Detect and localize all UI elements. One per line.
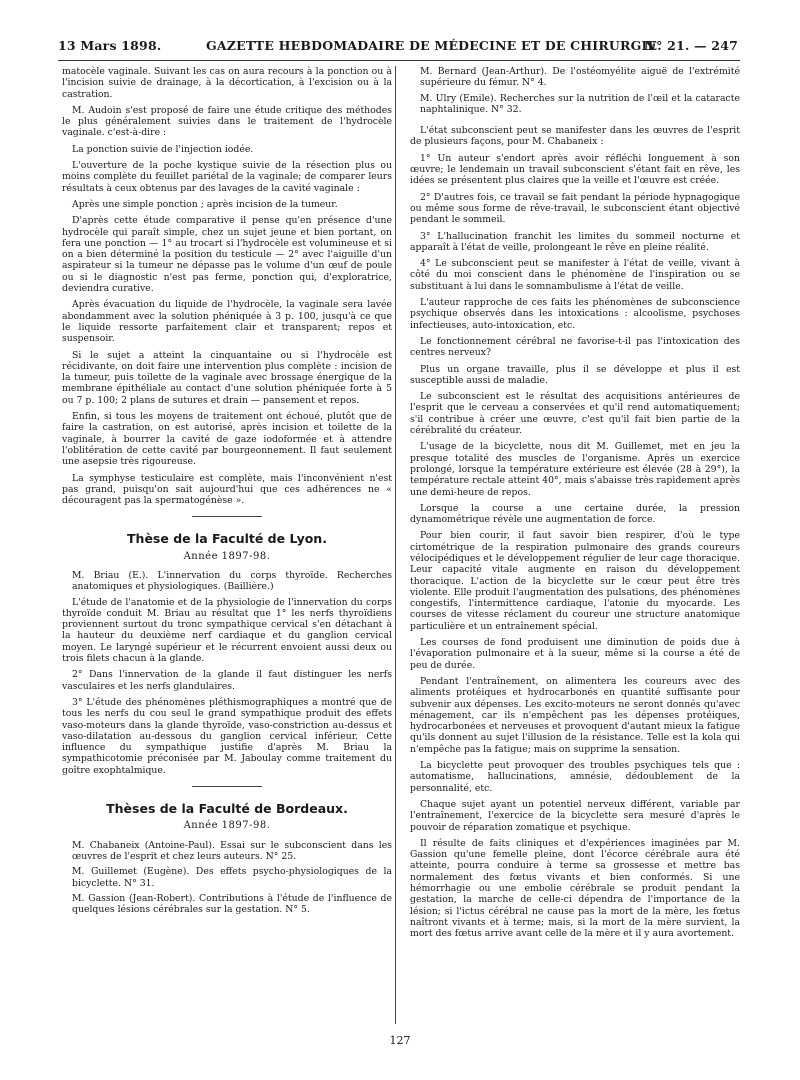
page-folio: 127 bbox=[389, 1034, 411, 1047]
paragraph: 1° Un auteur s'endort après avoir réfléchi longuement à son œuvre; le lendemain un travail subconscient s'étant fait en rêve, les idées se présentent plus claires que la veille et l'œuvre est créée. bbox=[410, 152, 740, 187]
section-divider bbox=[192, 786, 262, 787]
section-year-lyon: Année 1897-98. bbox=[183, 550, 271, 562]
paragraph: 4° Le subconscient peut se manifester à l'état de veille, vivant à côté du moi conscient dans le phénomène de l'inspiration ou se substituant à lui dans le somnambulisme à l'état de veille. bbox=[410, 258, 740, 292]
thesis-reference: M. Bernard (Jean-Arthur). De l'ostéomyélite aiguë de l'extrémité supérieure du fémur. N° 4. bbox=[420, 66, 740, 89]
journal-title: GAZETTE HEBDOMADAIRE DE MÉDECINE ET DE CHIRURGIE. bbox=[206, 38, 662, 53]
paragraph: La ponction suivie de l'injection iodée. bbox=[72, 143, 254, 155]
paragraph: Le fonctionnement cérébral ne favorise-t-il pas l'intoxication des centres nerveux? bbox=[410, 335, 740, 359]
section-divider bbox=[192, 516, 262, 517]
column-divider bbox=[395, 66, 396, 1024]
issue-date: 13 Mars 1898. bbox=[58, 38, 162, 53]
paragraph: matocèle vaginale. Suivant les cas on aura recours à la ponction ou à l'incision suivie de drainage, à la décortication, à l'excision ou à la castration. bbox=[62, 66, 392, 100]
paragraph: Chaque sujet ayant un potentiel nerveux différent, variable par l'entraînement, l'exercice de la bicyclette sera mesuré d'après le pouvoir de réparation zomatique et psychique. bbox=[410, 798, 740, 833]
section-title-bordeaux: Thèses de la Faculté de Bordeaux. bbox=[106, 801, 348, 817]
paragraph: L'étude de l'anatomie et de la physiologie de l'innervation du corps thyroïde conduit M. Briau au résultat que 1° les nerfs thyroïdiens proviennent surtout du tronc sympathique cervical s'en détachant à la hauteur du deuxième nerf cardiaque et du ganglion cervical moyen. Le laryngé supérieur et le récurrent envoient aussi deux ou trois filets chacun à la glande. bbox=[62, 596, 392, 665]
paragraph: L'usage de la bicyclette, nous dit M. Guillemet, met en jeu la presque totalité des muscles de l'organisme. Après un exercice prolongé, lorsque la température extérieure est élevée (28 à 29°), la température rectale atteint 40°, mais s'abaisse très rapidement après une demi-heure de repos. bbox=[410, 441, 740, 498]
issue-page-number: N° 21. — 247 bbox=[644, 38, 738, 53]
paragraph: Si le sujet a atteint la cinquantaine ou si l'hydrocèle est récidivante, on doit faire une intervention plus complète : incision de la tumeur, puis toilette de la vaginale avec brossage énergique de la membrane épithéliale au contact d'une solution phéniquée forte à 5 ou 7 p. 100; 2 plans de sutures et drain — pansement et repos. bbox=[62, 349, 392, 406]
paragraph: Lorsque la course a une certaine durée, la pression dynamométrique révèle une augmentation de force. bbox=[410, 502, 740, 526]
thesis-reference: M. Chabaneix (Antoine-Paul). Essai sur le subconscient dans les œuvres de l'esprit et chez leurs auteurs. N° 25. bbox=[72, 839, 392, 862]
section-title-lyon: Thèse de la Faculté de Lyon. bbox=[127, 531, 327, 547]
paragraph: Les courses de fond produisent une diminution de poids due à l'évaporation pulmonaire et à la sueur, même si la course a été de peu de durée. bbox=[410, 637, 740, 671]
thesis-reference: M. Gassion (Jean-Robert). Contributions à l'étude de l'influence de quelques lésions cérébrales sur la gestation. N° 5. bbox=[72, 892, 392, 916]
paragraph: 2° Dans l'innervation de la glande il faut distinguer les nerfs vasculaires et les nerfs glandulaires. bbox=[62, 669, 392, 692]
paragraph: Le subconscient est le résultat des acquisitions antérieures de l'esprit que le cerveau a conservées et qu'il rend automatiquement; s'il contribue à créer une œuvre, c'est qu'il fait bien partie de la cérébralité du créateur. bbox=[410, 391, 740, 437]
paragraph: Après évacuation du liquide de l'hydrocèle, la vaginale sera lavée abondamment avec la solution phéniquée à 3 p. 100, jusqu'à ce que le liquide ressorte parfaitement clair et transparent; repos et suspensoir. bbox=[62, 299, 392, 345]
paragraph: L'auteur rapproche de ces faits les phénomènes de subconscience psychique observés dans les intoxications : alcoolisme, psychoses infectieuses, auto-intoxication, etc. bbox=[410, 297, 740, 331]
paragraph: Plus un organe travaille, plus il se développe et plus il est susceptible aussi de maladie. bbox=[410, 363, 740, 386]
paragraph: L'ouverture de la poche kystique suivie de la résection plus ou moins complète du feuillet pariétal de la vaginale; de comparer leurs résultats à ceux obtenus par des lavages de la cavité vaginale : bbox=[62, 160, 392, 194]
left-column bbox=[62, 66, 392, 919]
paragraph: La symphyse testiculaire est complète, mais l'inconvénient n'est pas grand, puisqu'on sait aujourd'hui que ces adhérences ne « découragent pas la spermatogénèse ». bbox=[62, 472, 392, 507]
paragraph: L'état subconscient peut se manifester dans les œuvres de l'esprit de plusieurs façons, pour M. Chabaneix : bbox=[410, 125, 740, 148]
section-year-bordeaux: Année 1897-98. bbox=[183, 820, 271, 832]
paragraph: 3° L'hallucination franchit les limites du sommeil nocturne et apparaît à l'état de veille, prolongeant le rêve en pleine réalité. bbox=[410, 230, 740, 253]
running-header bbox=[58, 38, 738, 60]
paragraph: Enfin, si tous les moyens de traitement ont échoué, plutôt que de faire la castration, on est autorisé, après incision et toilette de la vaginale, à bourrer la cavité de gaze iodoformée et à attendre l'oblitération de cette cavité par bourgeonnement. Il faut seulement une asepsie très rigoureuse. bbox=[62, 411, 392, 468]
paragraph: Pour bien courir, il faut savoir bien respirer, d'où le type cirtométrique de la respiration pulmonaire des grands coureurs vélocipédiques et le développement régulier de leur cage thoracique. Leur capacité vitale augmente en raison du développement thoracique. L'action de la bicyclette sur le cœur peut être très violente. Elle produit l'augmentation des pulsations, des phénomènes congestifs, l'intermittence cardiaque, l'atonie du myocarde. Les courses de vitesse réclament du coureur une structure anatomique particulière et un entraînement spécial. bbox=[410, 530, 740, 632]
right-column bbox=[410, 66, 740, 944]
paragraph: Après une simple ponction ; après incision de la tumeur. bbox=[72, 198, 338, 210]
paragraph: Il résulte de faits cliniques et d'expériences imaginées par M. Gassion qu'une femelle pleine, dont l'écorce cérébrale aura été atteinte, pourra conduire à terme sa grossesse et mettre bas normalement des fœtus vivants et bien conformés. Si une hémorrhagie ou une embolie cérébrale se produit pendant la gestation, la marche de celle-ci dépendra de l'importance de la lésion; si l'ictus cérébral ne cause pas la mort de la mère, les fœtus naîtront vivants et à terme; mais, si la mort de la mère survient, la mort des fœtus arrive avant celle de la mère et il y aura avortement. bbox=[410, 837, 740, 940]
paragraph: La bicyclette peut provoquer des troubles psychiques tels que : automatisme, hallucinations, amnésie, dédoublement de la personnalité, etc. bbox=[410, 760, 740, 794]
paragraph: D'après cette étude comparative il pense qu'en présence d'une hydrocèle qui paraît simple, chez un sujet jeune et bien portant, on fera une ponction — 1° au trocart si l'hydrocèle est volumineuse et si on a bien déterminé la position du testicule — 2° avec l'aiguille d'un aspirateur si la tumeur ne dépasse pas le volume d'un œuf de poule ou si le diagnostic n'est pas ferme, ponction qui, d'exploratrice, deviendra curative. bbox=[62, 215, 392, 295]
thesis-reference: M. Guillemet (Eugène). Des effets psycho-physiologiques de la bicyclette. N° 31. bbox=[72, 866, 392, 889]
thesis-reference: M. Ulry (Emile). Recherches sur la nutrition de l'œil et la cataracte naphtalinique. N° 32. bbox=[420, 92, 740, 115]
header-rule bbox=[58, 60, 740, 61]
paragraph: 3° L'étude des phénomènes pléthismographiques a montré que de tous les nerfs du cou seul le grand sympathique produit des effets vaso-moteurs dans la glande thyroïde, vaso-constriction au-dessus et vaso-dilatation au-dessous du ganglion cervical inférieur. Cette influence du sympathique justifie d'après M. Briau la sympathicotomie préconisée par M. Jaboulay comme traitement du goître exophtalmique. bbox=[62, 696, 392, 776]
thesis-reference: M. Briau (E.). L'innervation du corps thyroïde. Recherches anatomiques et physiologiques. (Baillière.) bbox=[72, 569, 392, 593]
paragraph: M. Audoin s'est proposé de faire une étude critique des méthodes le plus généralement suivies dans le traitement de l'hydrocèle vaginale. c'est-à-dire : bbox=[62, 104, 392, 139]
paragraph: Pendant l'entraînement, on alimentera les coureurs avec des aliments protéiques et hydrocarbonés en quantité suffisante pour subvenir aux dépenses. Les excito-moteurs ne seront donnés qu'avec ménagement, car ils n'empêchent pas les dépenses protéiques, hydrocarbonées et nerveuses et provoquent d'autant mieux la fatigue qu'ils donnent au sujet l'illusion de la résistance. Telle est la kola qui n'empêche pas la fatigue; mais on supprime la sensation. bbox=[410, 675, 740, 755]
paragraph: 2° D'autres fois, ce travail se fait pendant la période hypnagogique ou même sous forme de rêve-travail, le subconscient étant objectivé pendant le sommeil. bbox=[410, 191, 740, 226]
